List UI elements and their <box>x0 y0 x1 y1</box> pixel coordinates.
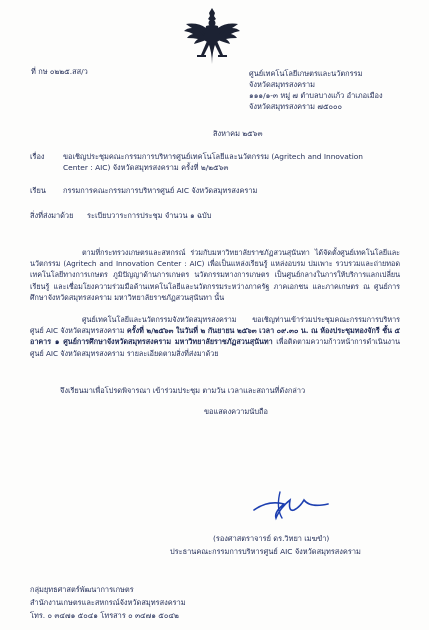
footer-phone: โทร. ๐ ๓๔๗๑ ๕๐๔๑ โทรสาร ๐ ๓๔๗๑ ๕๐๔๒ <box>30 611 179 620</box>
closing-request: จึงเรียนมาเพื่อโปรดพิจารณา เข้าร่วมประชุม ตามวัน เวลาและสถานที่ดังกล่าว <box>60 386 306 395</box>
complimentary-close: ขอแสดงความนับถือ <box>204 407 268 416</box>
enclosure-text: ระเบียบวาระการประชุม จำนวน ๑ ฉบับ <box>87 211 212 220</box>
enclosure-label: สิ่งที่ส่งมาด้วย <box>30 211 74 220</box>
letter-date: สิงหาคม ๒๕๖๓ <box>213 129 263 138</box>
handwritten-signature <box>250 486 330 528</box>
garuda-emblem-icon <box>182 6 242 68</box>
addressee-label: เรียน <box>30 186 46 195</box>
sender-address-line: ๑๑๑/๑-๓ หมู่ ๗ ตำบลบางแก้ว อำเภอเมือง <box>249 91 383 100</box>
document-number: ที่ กษ ๐๒๒๕.สส/ว <box>31 67 88 76</box>
signer-name: (รองศาสตราจารย์ ดร.วิทยา เมฆขำ) <box>213 534 330 543</box>
sender-address-line: จังหวัดสมุทรสงคราม ๗๕๐๐๐ <box>249 102 343 111</box>
footer-department: กลุ่มยุทธศาสตร์พัฒนาการเกษตร <box>30 585 134 594</box>
footer-office: สำนักงานเกษตรและสหกรณ์จังหวัดสมุทรสงคราม <box>30 598 186 607</box>
sender-address-line: จังหวัดสมุทรสงคราม <box>249 80 316 89</box>
subject-label: เรื่อง <box>30 152 45 161</box>
signer-title: ประธานคณะกรรมการบริหารศูนย์ AIC จังหวัดสมุทรสงคราม <box>170 547 361 556</box>
subject-text: ขอเชิญประชุมคณะกรรมการบริหารศูนย์เทคโนโลยีและนวัตกรรม (Agritech and Innovation <box>63 152 363 161</box>
subject-text: Center : AIC) จังหวัดสมุทรสงคราม ครั้งที่ ๒/๒๕๖๓ <box>63 163 229 172</box>
addressee-text: กรรมการคณะกรรมการบริหารศูนย์ AIC จังหวัดสมุทรสงคราม <box>63 186 258 195</box>
sender-org: ศูนย์เทคโนโลยีเกษตรและนวัตกรรม <box>249 69 363 78</box>
body-paragraph-1: ตามที่กระทรวงเกษตรและสหกรณ์ ร่วมกับมหาวิทยาลัยราชภัฏสวนสุนันทา ได้จัดตั้งศูนย์เทคโนโลยีและนวัตกรรม (Agritech and Innovation Center : AIC) เพื่อเป็นแหล่งเรียนรู้ แหล่งอบรม บ่มเพาะ รวบรวมและถ่ายทอดเทคโนโลยีทางการเกษตร ภูมิปัญญาด้านการเกษตร นวัตกรรมทางการเกษตร เป็นศูนย์กลางในการให้บริการแลกเปลี่ยนเรียนรู้ และเชื่อมโยงความร่วมมือด้านเทคโนโลยีและนวัตกรรมระหว่างภาครัฐ ภาคเอกชน และภาคเกษตร ณ ศูนย์การศึกษาจังหวัดสมุทรสงคราม มหาวิทยาลัยราชภัฏสวนสุนันทา นั้น <box>30 248 400 302</box>
body-paragraph-2: ศูนย์เทคโนโลยีและนวัตกรรมจังหวัดสมุทรสงคราม ขอเชิญท่านเข้าร่วมประชุมคณะกรรมการบริหารศูนย์ AIC จังหวัดสมุทรสงคราม ครั้งที่ ๒/๒๕๖๓ ในวันที่ ๒ กันยายน ๒๕๖๓ เวลา ๐๙.๓๐ น. ณ ห้องประชุมทองจักรี ชั้น ๕ อาคาร ๑ ศูนย์การศึกษาจังหวัดสมุทรสงคราม มหาวิทยาลัยราชภัฏสวนสุนันทา เพื่อติดตามความก้าวหน้าการดำเนินงานศูนย์ AIC จังหวัดสมุทรสงคราม รายละเอียดตามสิ่งที่ส่งมาด้วย <box>30 315 400 358</box>
